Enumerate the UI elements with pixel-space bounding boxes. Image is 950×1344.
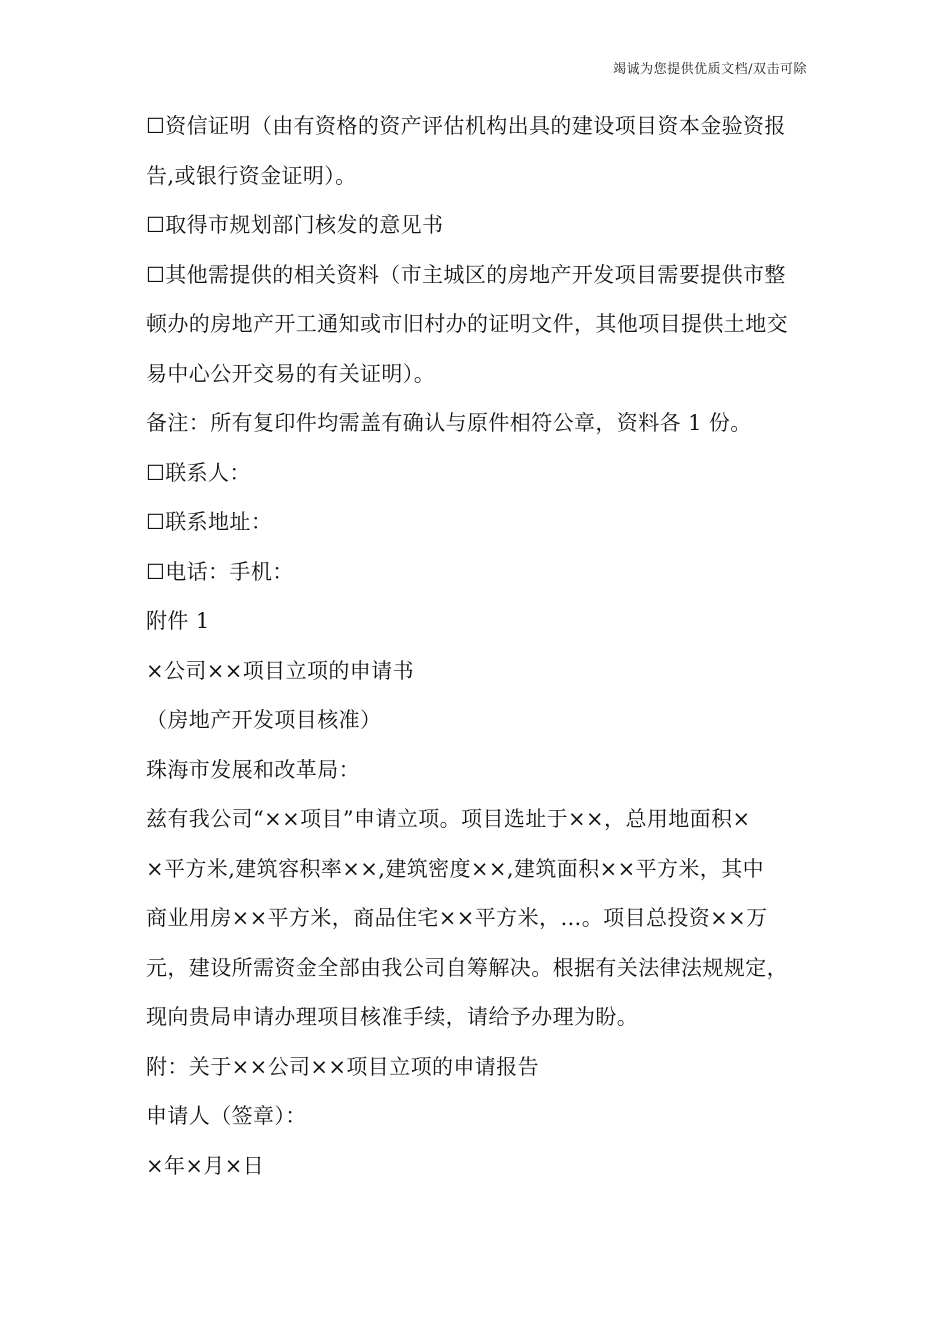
text-line: 兹有我公司“××项目”申请立项。项目选址于××，总用地面积× [146,807,751,831]
text-line: 现向贵局申请办理项目核准手续，请给予办理为盼。 [146,1005,639,1029]
text-line: 商业用房××平方米，商品住宅××平方米，…。项目总投资××万 [146,906,768,930]
text-line: 元，建设所需资金全部由我公司自筹解决。根据有关法律法规规定， [146,955,788,980]
text-line: ☐取得市规划部门核发的意见书 [146,213,444,237]
page-header: 竭诚为您提供优质文档/双击可除 [613,62,807,77]
text-line: 备注：所有复印件均需盖有确认与原件相符公章，资料各 1 份。 [146,411,752,435]
text-line: 申请人（签章）： [146,1104,307,1128]
text-line: ×公司××项目立项的申请书 [146,658,414,683]
text-line: ☐其他需提供的相关资料（市主城区的房地产开发项目需要提供市整 [146,262,786,287]
text-line: 珠海市发展和改革局： [146,757,360,782]
text-line: ☐联系地址： [146,510,273,534]
text-line: ☐联系人： [146,460,251,485]
text-line: 易中心公开交易的有关证明）。 [146,361,436,386]
text-line: ×平方米,建筑容积率××,建筑密度××,建筑面积××平方米，其中 [146,856,764,881]
document-body [146,102,816,1191]
text-line: 告,或银行资金证明）。 [146,163,357,188]
text-line: 附：关于××公司××项目立项的申请报告 [146,1054,539,1079]
text-line: ☐电话：手机： [146,559,294,584]
text-line: 顿办的房地产开工通知或市旧村办的证明文件，其他项目提供土地交 [146,312,788,336]
text-line: ×年×月×日 [146,1153,265,1178]
text-line: （房地产开发项目核准） [146,708,382,732]
text-line: ☐资信证明（由有资格的资产评估机构出具的建设项目资本金验资报 [146,114,786,138]
text-line: 附件 1 [146,609,210,633]
